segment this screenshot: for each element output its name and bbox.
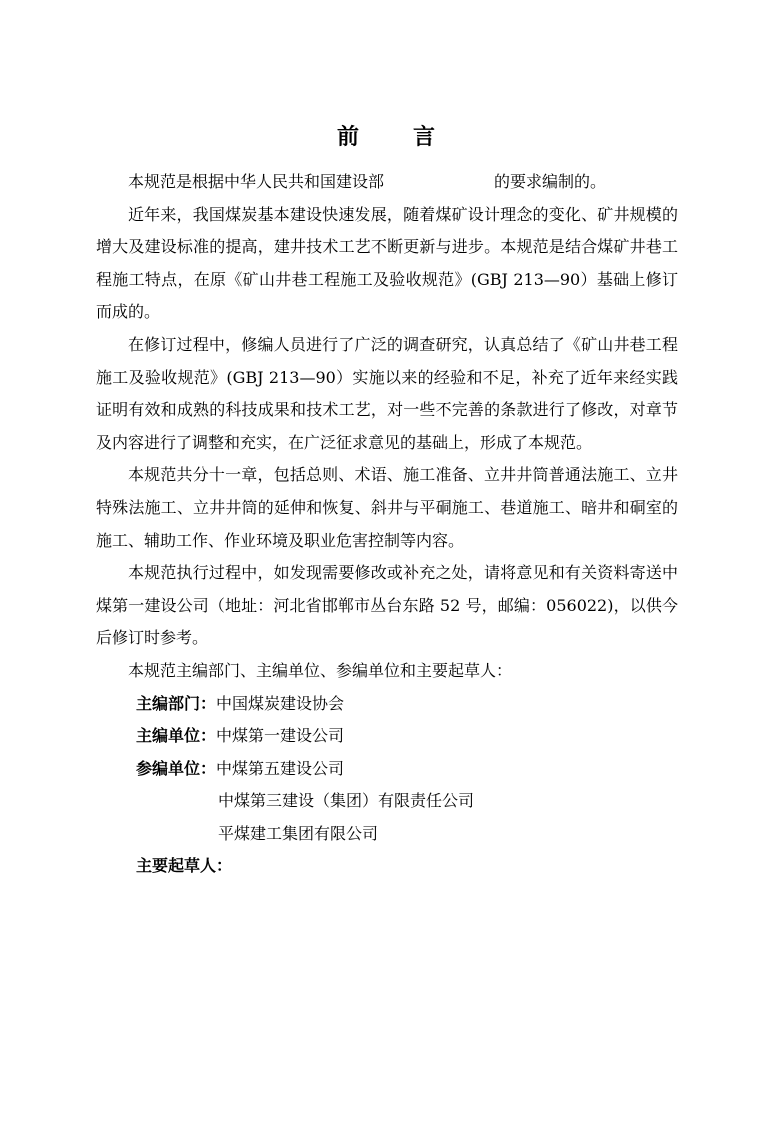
drafters-line [96, 850, 678, 883]
participants-label: 参编单位： [136, 758, 217, 778]
preface-body [96, 166, 678, 883]
participant-3-line [96, 818, 678, 851]
participants-line [96, 753, 678, 786]
chief-dept-line [96, 688, 678, 721]
paragraph-5: 本规范执行过程中，如发现需要修改或补充之处，请将意见和有关资料寄送中煤第一建设公司（地址：河北省邯郸市丛台东路 52 号，邮编：056022)，以供今后修订时参考。 [96, 563, 678, 648]
title-char-1: 前 [336, 124, 359, 150]
participant-2-line [96, 785, 678, 818]
paragraph-1 [96, 166, 678, 199]
participant-2: 中煤第三建设（集团）有限责任公司 [218, 791, 475, 811]
paragraph-2: 近年来，我国煤炭基本建设快速发展，随着煤矿设计理念的变化、矿井规模的增大及建设标准的提高，建井技术工艺不断更新与进步。本规范是结合煤矿井巷工程施工特点，在原《矿山井巷工程施工及验收规范》(GBJ 213—90）基础上修订而成的。 [96, 204, 678, 322]
paragraph-1-after: 的要求编制的。 [494, 172, 607, 191]
participant-3: 平煤建工集团有限公司 [218, 823, 379, 843]
paragraph-6: 本规范主编部门、主编单位、参编单位和主要起草人： [128, 660, 513, 680]
participant-1: 中煤第五建设公司 [216, 758, 345, 778]
page-title [0, 120, 772, 151]
chief-unit-line [96, 720, 678, 753]
paragraph-1-before: 本规范是根据中华人民共和国建设部 [128, 172, 385, 191]
chief-unit-label: 主编单位： [136, 726, 217, 746]
paragraph-3: 在修订过程中，修编人员进行了广泛的调查研究，认真总结了《矿山井巷工程施工及验收规范》(GBJ 213—90）实施以来的经验和不足，补充了近年来经实践证明有效和成熟的科技成果和技术工艺，对一些不完善的条款进行了修改，对章节及内容进行了调整和充实，在广泛征求意见的基础上，形成了本规范。 [96, 334, 678, 452]
chief-dept-value: 中国煤炭建设协会 [216, 693, 345, 713]
title-char-2: 言 [413, 124, 436, 150]
paragraph-4: 本规范共分十一章，包括总则、术语、施工准备、立井井筒普通法施工、立井特殊法施工、立井井筒的延伸和恢复、斜井与平硐施工、巷道施工、暗井和硐室的施工、辅助工作、作业环境及职业危害控制等内容。 [96, 465, 678, 550]
drafters-label: 主要起草人： [136, 856, 233, 876]
chief-dept-label: 主编部门： [136, 693, 217, 713]
chief-unit-value: 中煤第一建设公司 [216, 726, 345, 746]
